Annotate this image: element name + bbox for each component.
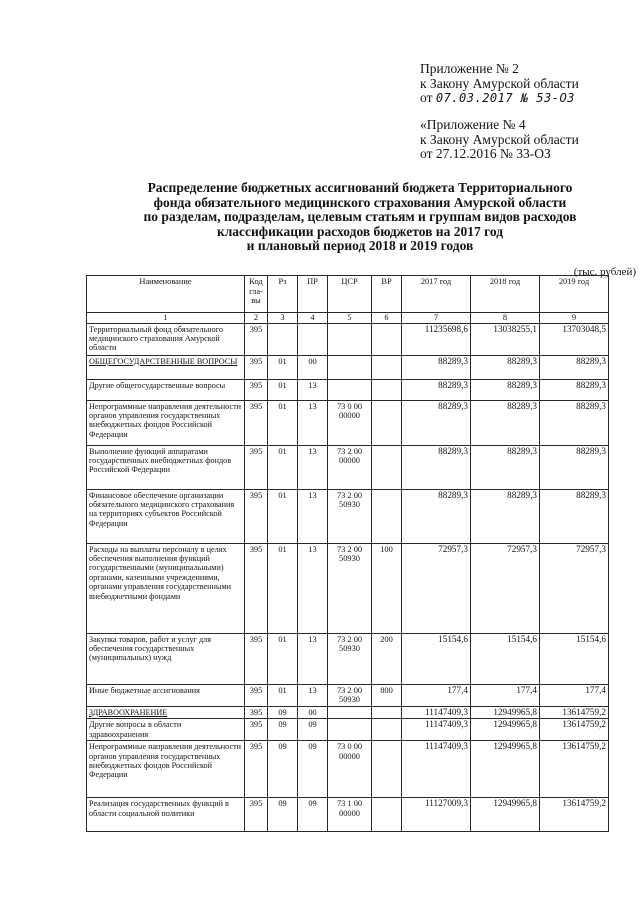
row-vr <box>372 400 402 445</box>
row-pr: 13 <box>298 489 328 543</box>
row-name: Непрограммные направления деятельности органов управления государственных внебюджетных фондов Российской Федерации <box>87 741 245 798</box>
row-value-2017: 72957,3 <box>402 543 471 633</box>
header-name: Наименование <box>87 276 245 313</box>
row-value-2019: 177,4 <box>540 684 609 706</box>
row-vr <box>372 798 402 832</box>
row-name: Выполнение функций аппаратами государственных внебюджетных фондов Российской Федерации <box>87 445 245 489</box>
appendix-4-title: «Приложение № 4 <box>420 117 526 132</box>
row-code: 395 <box>245 323 268 355</box>
row-vr <box>372 379 402 400</box>
table-row <box>87 684 609 706</box>
index-cell: 6 <box>372 313 402 324</box>
row-value-2018: 72957,3 <box>471 543 540 633</box>
table-row <box>87 400 609 445</box>
table-row <box>87 543 609 633</box>
row-code: 395 <box>245 798 268 832</box>
row-pr: 09 <box>298 719 328 741</box>
index-cell: 5 <box>328 313 372 324</box>
row-vr <box>372 706 402 719</box>
appendix-2-law: к Закону Амурской области <box>420 75 579 91</box>
row-rz: 09 <box>268 798 298 832</box>
header-csr: ЦСР <box>328 276 372 313</box>
index-cell: 4 <box>298 313 328 324</box>
row-csr: 73 2 00 50930 <box>328 684 372 706</box>
row-value-2017: 11127009,3 <box>402 798 471 832</box>
appendix-2-block <box>420 62 579 106</box>
row-rz: 01 <box>268 445 298 489</box>
appendix-2-date-prefix: от <box>420 90 433 105</box>
row-code: 395 <box>245 741 268 798</box>
table-row <box>87 633 609 684</box>
row-csr: 73 0 00 00000 <box>328 400 372 445</box>
row-csr <box>328 706 372 719</box>
table-row <box>87 323 609 355</box>
table-row <box>87 489 609 543</box>
row-code: 395 <box>245 633 268 684</box>
row-name: Иные бюджетные ассигнования <box>87 684 245 706</box>
row-value-2018: 88289,3 <box>471 445 540 489</box>
row-code: 395 <box>245 400 268 445</box>
row-value-2017: 88289,3 <box>402 379 471 400</box>
row-rz: 09 <box>268 706 298 719</box>
row-csr: 73 2 00 00000 <box>328 445 372 489</box>
row-pr: 13 <box>298 684 328 706</box>
header-2019: 2019 год <box>540 276 609 313</box>
row-value-2017: 177,4 <box>402 684 471 706</box>
row-rz: 09 <box>268 741 298 798</box>
row-name: Непрограммные направления деятельности органов управления государственных внебюджетных фондов Российской Федерации <box>87 400 245 445</box>
row-value-2018: 88289,3 <box>471 489 540 543</box>
header-pr: ПР <box>298 276 328 313</box>
row-csr: 73 1 00 00000 <box>328 798 372 832</box>
appendix-4-date: от 27.12.2016 № 33-ОЗ <box>420 146 551 161</box>
header-rz: Рз <box>268 276 298 313</box>
title-line-4: классификации расходов бюджетов на 2017 год <box>216 223 504 239</box>
title-line-3: по разделам, подразделам, целевым статьям и группам видов расходов <box>143 209 577 225</box>
row-value-2018: 88289,3 <box>471 355 540 379</box>
row-value-2017: 11235698,6 <box>402 323 471 355</box>
table-row <box>87 798 609 832</box>
row-value-2018: 12949965,8 <box>471 719 540 741</box>
row-code: 395 <box>245 445 268 489</box>
row-pr: 13 <box>298 400 328 445</box>
row-value-2017: 11147409,3 <box>402 719 471 741</box>
table-header-row <box>87 276 609 313</box>
row-name: Закупка товаров, работ и услуг для обеспечения государственных (муниципальных) нужд <box>87 633 245 684</box>
row-name: Другие общегосударственные вопросы <box>87 379 245 400</box>
row-rz: 01 <box>268 379 298 400</box>
table-row <box>87 445 609 489</box>
row-value-2018: 12949965,8 <box>471 798 540 832</box>
column-index-row <box>87 313 609 324</box>
row-value-2018: 15154,6 <box>471 633 540 684</box>
row-csr <box>328 379 372 400</box>
row-vr <box>372 489 402 543</box>
row-vr <box>372 445 402 489</box>
row-pr: 13 <box>298 379 328 400</box>
row-code: 395 <box>245 489 268 543</box>
row-value-2018: 88289,3 <box>471 400 540 445</box>
row-vr <box>372 741 402 798</box>
row-value-2017: 11147409,3 <box>402 741 471 798</box>
appendix-4-law: к Закону Амурской области <box>420 131 579 147</box>
header-vr: ВР <box>372 276 402 313</box>
row-value-2019: 13614759,2 <box>540 798 609 832</box>
row-name: Территориальный фонд обязательного медицинского страхования Амурской области <box>87 323 245 355</box>
appendix-2-date <box>420 91 579 106</box>
row-name: ЗДРАВООХРАНЕНИЕ <box>87 706 245 719</box>
title-line-2: фонда обязательного медицинского страхования Амурской области <box>153 194 567 210</box>
row-value-2017: 15154,6 <box>402 633 471 684</box>
row-value-2017: 88289,3 <box>402 400 471 445</box>
row-rz <box>268 323 298 355</box>
row-rz: 01 <box>268 355 298 379</box>
row-csr <box>328 323 372 355</box>
index-cell: 2 <box>245 313 268 324</box>
row-value-2018: 177,4 <box>471 684 540 706</box>
row-csr: 73 0 00 00000 <box>328 741 372 798</box>
row-csr: 73 2 00 50930 <box>328 543 372 633</box>
row-value-2018: 13038255,1 <box>471 323 540 355</box>
header-2017: 2017 год <box>402 276 471 313</box>
table-row <box>87 706 609 719</box>
row-name: Расходы на выплаты персоналу в целях обеспечения выполнения функций государственными (муниципальными) органами, казенными учреждениями, органами управления государственными внебюджетными фондами <box>87 543 245 633</box>
row-code: 395 <box>245 355 268 379</box>
row-pr: 09 <box>298 741 328 798</box>
row-value-2019: 13614759,2 <box>540 706 609 719</box>
row-vr <box>372 355 402 379</box>
index-cell: 3 <box>268 313 298 324</box>
index-cell: 8 <box>471 313 540 324</box>
row-csr <box>328 719 372 741</box>
row-value-2017: 88289,3 <box>402 355 471 379</box>
table-row <box>87 355 609 379</box>
table-row <box>87 379 609 400</box>
row-vr <box>372 323 402 355</box>
units-label: (тыс. рублей) <box>573 266 636 278</box>
row-value-2019: 88289,3 <box>540 379 609 400</box>
row-pr: 13 <box>298 633 328 684</box>
row-name: Реализация государственных функций в области социальной политики <box>87 798 245 832</box>
row-value-2017: 11147409,3 <box>402 706 471 719</box>
index-cell: 7 <box>402 313 471 324</box>
row-rz: 01 <box>268 489 298 543</box>
row-code: 395 <box>245 706 268 719</box>
index-cell: 1 <box>87 313 245 324</box>
row-code: 395 <box>245 543 268 633</box>
table-row <box>87 719 609 741</box>
header-2018: 2018 год <box>471 276 540 313</box>
budget-table <box>86 275 609 832</box>
row-name: Финансовое обеспечение организации обязательного медицинского страхования на территориях субъектов Российской Федерации <box>87 489 245 543</box>
row-vr <box>372 719 402 741</box>
row-value-2019: 13703048,5 <box>540 323 609 355</box>
row-value-2017: 88289,3 <box>402 445 471 489</box>
row-code: 395 <box>245 684 268 706</box>
row-pr: 13 <box>298 445 328 489</box>
row-value-2019: 88289,3 <box>540 445 609 489</box>
row-value-2019: 15154,6 <box>540 633 609 684</box>
index-cell: 9 <box>540 313 609 324</box>
row-rz: 01 <box>268 633 298 684</box>
row-pr: 13 <box>298 543 328 633</box>
document-title <box>80 181 640 254</box>
row-rz: 01 <box>268 684 298 706</box>
row-csr: 73 2 00 50930 <box>328 489 372 543</box>
header-code: Код гла-вы <box>245 276 268 313</box>
row-name: ОБЩЕГОСУДАРСТВЕННЫЕ ВОПРОСЫ <box>87 355 245 379</box>
row-value-2019: 72957,3 <box>540 543 609 633</box>
appendix-2-title: Приложение № 2 <box>420 61 519 76</box>
row-vr: 100 <box>372 543 402 633</box>
row-rz: 01 <box>268 543 298 633</box>
row-code: 395 <box>245 379 268 400</box>
row-rz: 01 <box>268 400 298 445</box>
row-value-2019: 88289,3 <box>540 489 609 543</box>
row-value-2017: 88289,3 <box>402 489 471 543</box>
row-pr: 00 <box>298 706 328 719</box>
row-pr: 00 <box>298 355 328 379</box>
appendix-2-handwritten-date: 07.03.2017 № 53-ОЗ <box>435 91 575 105</box>
appendix-4-block <box>420 118 579 162</box>
row-value-2019: 13614759,2 <box>540 741 609 798</box>
row-name: Другие вопросы в области здравоохранения <box>87 719 245 741</box>
row-code: 395 <box>245 719 268 741</box>
row-pr <box>298 323 328 355</box>
title-line-5: и плановый период 2018 и 2019 годов <box>246 238 474 254</box>
row-pr: 09 <box>298 798 328 832</box>
row-vr: 800 <box>372 684 402 706</box>
row-value-2018: 12949965,8 <box>471 741 540 798</box>
row-vr: 200 <box>372 633 402 684</box>
row-rz: 09 <box>268 719 298 741</box>
row-csr: 73 2 00 50930 <box>328 633 372 684</box>
table-row <box>87 741 609 798</box>
row-value-2019: 88289,3 <box>540 400 609 445</box>
row-value-2019: 88289,3 <box>540 355 609 379</box>
row-value-2018: 12949965,8 <box>471 706 540 719</box>
row-value-2019: 13614759,2 <box>540 719 609 741</box>
title-line-1: Распределение бюджетных ассигнований бюджета Территориального <box>147 180 573 195</box>
row-value-2018: 88289,3 <box>471 379 540 400</box>
row-csr <box>328 355 372 379</box>
